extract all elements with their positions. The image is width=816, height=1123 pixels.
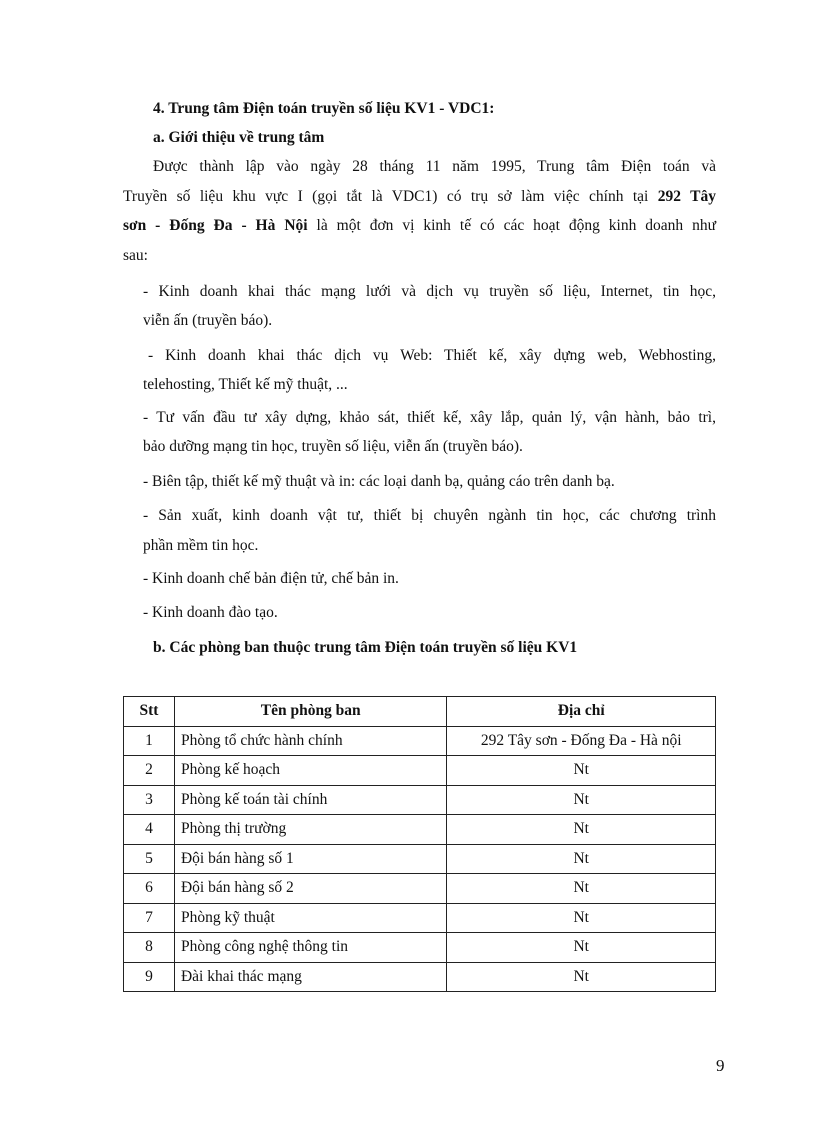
subsection-b-heading: b. Các phòng ban thuộc trung tâm Điện toán truyền số liệu KV1 [153,639,578,656]
cell-stt: 1 [124,726,175,756]
cell-department-name: Đài khai thác mạng [174,962,447,992]
cell-address: Nt [447,903,716,933]
activity-1-line-1: - Kinh doanh khai thác mạng lưới và dịch vụ truyền số liệu, Internet, tin học, [143,283,716,300]
cell-stt: 4 [124,815,175,845]
cell-stt: 6 [124,874,175,904]
table-row [124,962,716,992]
intro-line-4: sau: [123,247,148,264]
cell-stt: 7 [124,903,175,933]
table-row [124,815,716,845]
departments-table [123,696,716,992]
header-stt: Stt [124,697,175,727]
cell-department-name: Phòng công nghệ thông tin [174,933,447,963]
header-department-name: Tên phòng ban [174,697,447,727]
subsection-a-heading: a. Giới thiệu về trung tâm [153,129,325,146]
cell-stt: 9 [124,962,175,992]
cell-department-name: Phòng kế hoạch [174,756,447,786]
intro-line-3-text: là một đơn vị kinh tế có các hoạt động kinh doanh như [316,217,717,234]
cell-address: 292 Tây sơn - Đống Đa - Hà nội [447,726,716,756]
cell-department-name: Phòng kỹ thuật [174,903,447,933]
cell-address: Nt [447,962,716,992]
cell-stt: 3 [124,785,175,815]
intro-line-3 [123,216,716,236]
cell-department-name: Phòng thị trường [174,815,447,845]
cell-department-name: Đội bán hàng số 2 [174,874,447,904]
cell-department-name: Đội bán hàng số 1 [174,844,447,874]
intro-address-part-1: 292 Tây [657,188,717,205]
intro-line-2-text: Truyền số liệu khu vực I (gọi tắt là VDC1) có trụ sở làm việc chính tại [123,188,649,205]
cell-address: Nt [447,785,716,815]
page-number: 9 [716,1056,725,1075]
header-address: Địa chỉ [447,697,716,727]
activity-5-line-2: phần mềm tin học. [143,537,259,554]
table-row [124,756,716,786]
section-heading: 4. Trung tâm Điện toán truyền số liệu KV1 - VDC1: [153,100,495,117]
activity-2-line-2: telehosting, Thiết kế mỹ thuật, ... [143,376,348,393]
table-row [124,933,716,963]
cell-stt: 2 [124,756,175,786]
cell-stt: 5 [124,844,175,874]
cell-address: Nt [447,844,716,874]
table-row [124,726,716,756]
intro-line-1: Được thành lập vào ngày 28 tháng 11 năm 1995, Trung tâm Điện toán và [153,158,716,175]
cell-address: Nt [447,756,716,786]
table-row [124,844,716,874]
activity-2-line-1: - Kinh doanh khai thác dịch vụ Web: Thiết kế, xây dựng web, Webhosting, [148,347,716,364]
table-row [124,785,716,815]
cell-address: Nt [447,815,716,845]
activity-5-line-1: - Sản xuất, kinh doanh vật tư, thiết bị chuyên ngành tin học, các chương trình [143,507,716,524]
table-header-row [124,697,716,727]
cell-department-name: Phòng kế toán tài chính [174,785,447,815]
cell-address: Nt [447,874,716,904]
cell-address: Nt [447,933,716,963]
intro-address-part-2: sơn - Đống Đa - Hà Nội [123,217,308,234]
activity-4-line-1: - Biên tập, thiết kế mỹ thuật và in: các loại danh bạ, quảng cáo trên danh bạ. [143,473,615,490]
activity-1-line-2: viễn ấn (truyền báo). [143,312,273,329]
table-row [124,903,716,933]
cell-department-name: Phòng tổ chức hành chính [174,726,447,756]
intro-line-2 [123,187,716,207]
activity-3-line-1: - Tư vấn đầu tư xây dựng, khảo sát, thiết kế, xây lắp, quản lý, vận hành, bảo trì, [143,409,716,426]
activity-3-line-2: bảo dưỡng mạng tin học, truyền số liệu, viễn ấn (truyền báo). [143,438,523,455]
table-row [124,874,716,904]
activity-6-line-1: - Kinh doanh chế bản điện tử, chế bản in. [143,570,399,587]
activity-7-line-1: - Kinh doanh đào tạo. [143,604,278,621]
cell-stt: 8 [124,933,175,963]
